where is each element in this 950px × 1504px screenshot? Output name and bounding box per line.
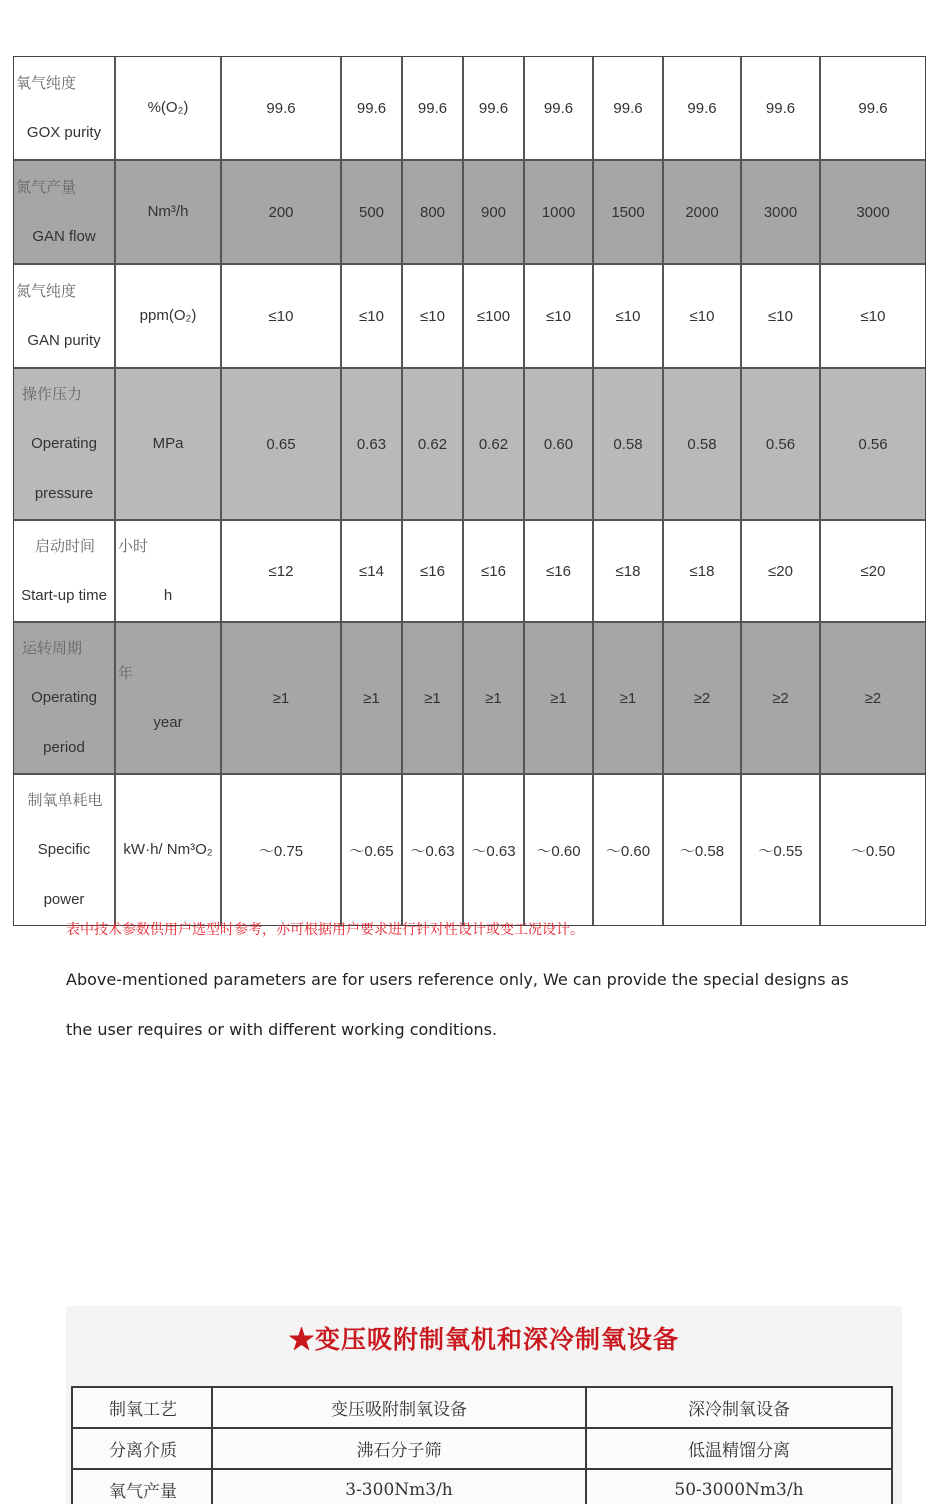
value-cell: ～0.75 <box>222 775 342 925</box>
value-cell: 500 <box>342 161 403 265</box>
value-cell: 0.62 <box>464 369 525 521</box>
value-cell: ≥2 <box>664 623 742 775</box>
value-cell: ≥1 <box>464 623 525 775</box>
spec-row <box>14 265 925 369</box>
row-label-cn: 氮气纯度 <box>16 282 77 300</box>
comparison-row <box>72 1469 892 1504</box>
row-unit: h <box>163 587 173 604</box>
value-cell: ～0.63 <box>464 775 525 925</box>
row-label-cell <box>14 775 116 925</box>
row-unit-cell <box>116 57 222 161</box>
value-cell: ≥1 <box>594 623 664 775</box>
row-label-cell <box>14 521 116 623</box>
value-cell: ～0.58 <box>664 775 742 925</box>
value-cell: 0.62 <box>403 369 464 521</box>
row-unit-cell <box>116 521 222 623</box>
comparison-row <box>72 1428 892 1469</box>
comparison-table <box>71 1386 893 1504</box>
value-cell: ≤10 <box>403 265 464 369</box>
value-cell: 99.6 <box>821 57 925 161</box>
row-label-en: Operating <box>31 689 97 706</box>
value-cell: ≤14 <box>342 521 403 623</box>
value-cell: ≤10 <box>821 265 925 369</box>
row-label-en: GAN flow <box>32 228 96 245</box>
comparison-row <box>72 1387 892 1428</box>
comparison-cell: 50-3000Nm3/h <box>586 1469 892 1504</box>
value-cell: ≤16 <box>525 521 594 623</box>
row-label-en: Specific <box>37 841 91 858</box>
value-cell: ≥1 <box>342 623 403 775</box>
value-cell: ≤20 <box>821 521 925 623</box>
value-cell: 0.63 <box>342 369 403 521</box>
value-cell: ～0.55 <box>742 775 821 925</box>
row-unit-cell <box>116 265 222 369</box>
value-cell: 3000 <box>821 161 925 265</box>
value-cell: ≥2 <box>821 623 925 775</box>
row-label-cell <box>14 57 116 161</box>
spec-table-body <box>14 57 925 925</box>
value-cell: ≤10 <box>742 265 821 369</box>
value-cell: 0.58 <box>594 369 664 521</box>
value-cell: ～0.50 <box>850 842 896 860</box>
row-unit: Nm³/h <box>147 203 189 220</box>
value-cell: 200 <box>222 161 342 265</box>
row-label-cell <box>14 623 116 775</box>
row-label-en: Operating <box>31 435 97 452</box>
spec-row <box>14 775 925 925</box>
value-cell: ≤10 <box>594 265 664 369</box>
value-cell: 99.6 <box>664 57 742 161</box>
spec-table <box>13 56 926 926</box>
value-cell: ～0.60 <box>594 775 664 925</box>
row-unit-cell <box>116 623 222 775</box>
value-cell: 99.6 <box>594 57 664 161</box>
row-label-cn: 运转周期 <box>22 639 83 657</box>
value-cell: ≤16 <box>464 521 525 623</box>
value-cell: ～0.65 <box>342 775 403 925</box>
comparison-cell: 深冷制氧设备 <box>586 1387 892 1428</box>
row-label-cn: 制氧单耗电 <box>27 791 103 809</box>
row-unit: year <box>153 714 183 731</box>
spec-row <box>14 521 925 623</box>
value-cell: ～0.63 <box>403 775 464 925</box>
value-cell: 2000 <box>664 161 742 265</box>
row-label-en: GAN purity <box>27 332 101 349</box>
row-unit: kW·h/ Nm³O₂ <box>123 841 213 858</box>
comparison-cell: 变压吸附制氧设备 <box>212 1387 586 1428</box>
value-cell: 3000 <box>742 161 821 265</box>
value-cell: ≥1 <box>525 623 594 775</box>
value-cell: ≥1 <box>403 623 464 775</box>
value-cell: 99.6 <box>525 57 594 161</box>
value-cell: 900 <box>464 161 525 265</box>
note-english: Above-mentioned parameters are for users reference only, We can provide the special designs as the user requires or with different working conditions. <box>66 970 849 1039</box>
comparison-cell: 氧气产量 <box>72 1469 212 1504</box>
value-cell: 99.6 <box>403 57 464 161</box>
row-label-cell <box>14 265 116 369</box>
value-cell: 800 <box>403 161 464 265</box>
value-cell: ≤20 <box>742 521 821 623</box>
value-cell: ≤10 <box>222 265 342 369</box>
value-cell: 0.56 <box>821 369 925 521</box>
value-cell: 1000 <box>525 161 594 265</box>
value-cell: ≤16 <box>403 521 464 623</box>
spec-row <box>14 369 925 521</box>
comparison-image-panel <box>66 1306 902 1504</box>
comparison-cell: 3-300Nm3/h <box>212 1469 586 1504</box>
row-label-en: power <box>43 891 85 908</box>
row-unit: ppm(O₂) <box>139 307 197 324</box>
row-unit-cn: 小时 <box>118 537 149 555</box>
value-cell: 1500 <box>594 161 664 265</box>
row-unit-cell <box>116 775 222 925</box>
value-cell: ≤12 <box>222 521 342 623</box>
value-cell: 0.56 <box>742 369 821 521</box>
value-cell: 0.58 <box>664 369 742 521</box>
value-cell: 99.6 <box>742 57 821 161</box>
row-label-en: Start-up time <box>21 587 107 604</box>
spec-row <box>14 161 925 265</box>
row-label-cn: 氮气产量 <box>16 178 77 196</box>
value-cell: ≤10 <box>664 265 742 369</box>
value-cell: ≥2 <box>742 623 821 775</box>
row-unit: MPa <box>152 435 184 452</box>
value-cell: 99.6 <box>222 57 342 161</box>
row-label-en: pressure <box>34 485 94 502</box>
value-cell: ≤10 <box>342 265 403 369</box>
value-cell: ≤10 <box>525 265 594 369</box>
comparison-cell: 制氧工艺 <box>72 1387 212 1428</box>
value-cell: ≥1 <box>222 623 342 775</box>
panel-title: ★变压吸附制氧机和深冷制氧设备 <box>288 1325 679 1354</box>
note-chinese: 表中技术参数供用户选型时参考，亦可根据用户要求进行针对性设计或变工况设计。 <box>66 922 584 938</box>
comparison-table-body <box>72 1387 892 1504</box>
comparison-cell: 沸石分子筛 <box>212 1428 586 1469</box>
row-unit-cell <box>116 161 222 265</box>
row-label-cn: 氧气纯度 <box>16 74 77 92</box>
value-cell: 0.65 <box>222 369 342 521</box>
value-cell: 0.60 <box>525 369 594 521</box>
value-cell: ≤18 <box>664 521 742 623</box>
spec-row <box>14 57 925 161</box>
value-cell: ≤100 <box>464 265 525 369</box>
row-unit-cn: 年 <box>118 664 134 682</box>
row-unit-cell <box>116 369 222 521</box>
spec-row <box>14 623 925 775</box>
row-unit: %(O₂) <box>147 99 189 116</box>
row-label-en: period <box>43 739 85 756</box>
row-label-cell <box>14 161 116 265</box>
row-label-cn: 操作压力 <box>22 385 83 403</box>
row-label-en: GOX purity <box>26 124 102 141</box>
row-label-cn: 启动时间 <box>34 537 95 555</box>
value-cell: 99.6 <box>342 57 403 161</box>
value-cell: 99.6 <box>464 57 525 161</box>
row-label-cell <box>14 369 116 521</box>
value-cell: ≤18 <box>594 521 664 623</box>
value-cell: ～0.60 <box>525 775 594 925</box>
comparison-cell: 分离介质 <box>72 1428 212 1469</box>
comparison-cell: 低温精馏分离 <box>586 1428 892 1469</box>
